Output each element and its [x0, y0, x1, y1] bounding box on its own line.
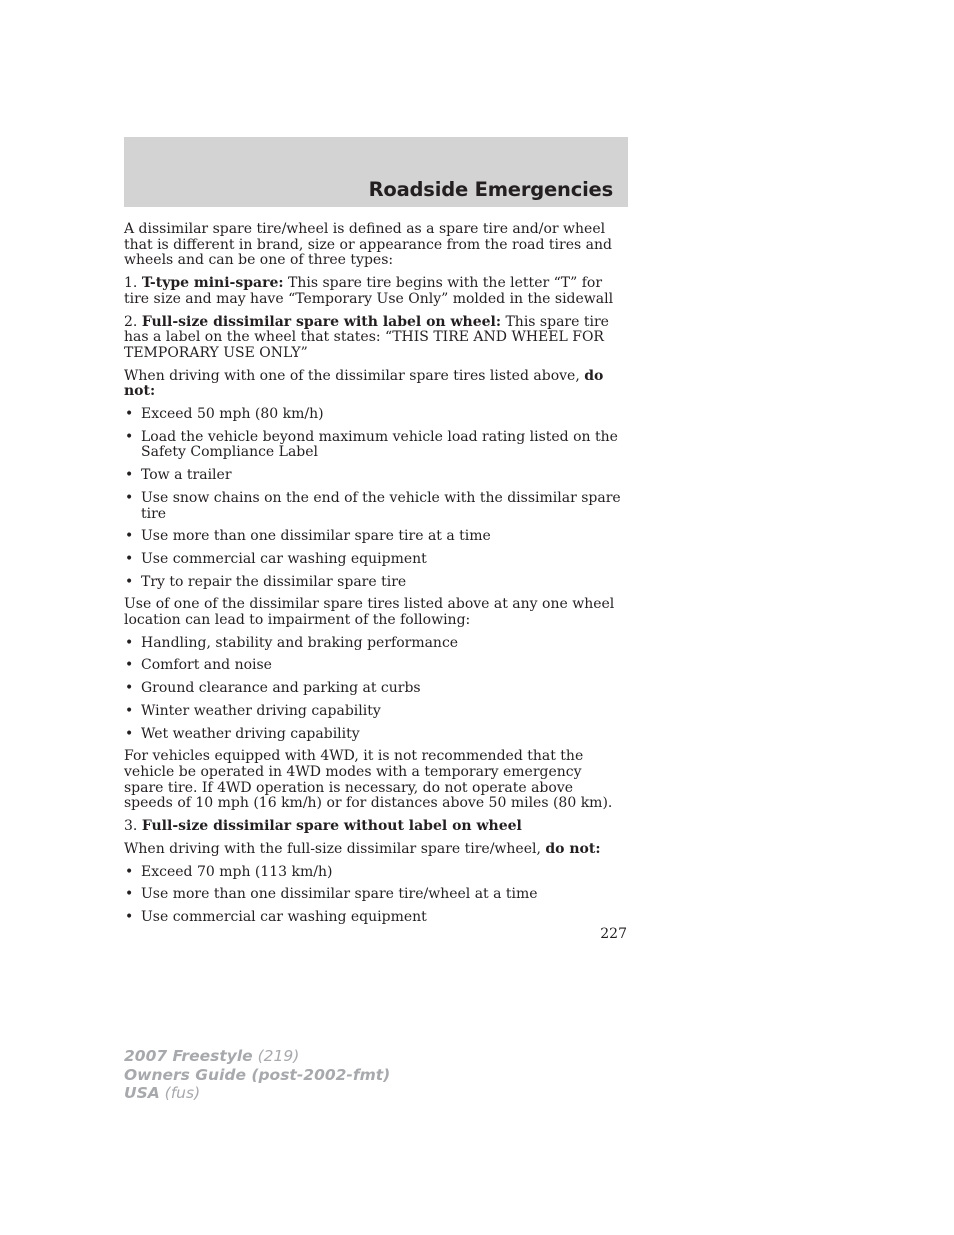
- do-not-intro-1-text: When driving with one of the dissimilar spare tires listed above,: [124, 367, 580, 384]
- type-2-text: This spare tire has a label on the wheel that states: “THIS TIRE AND WHEEL FOR TEMPORARY USE ONLY”: [124, 313, 609, 361]
- footer-guide: Owners Guide (post-2002-fmt): [124, 1065, 391, 1084]
- type-1-paragraph: [124, 276, 624, 307]
- type-1-label: T-type mini-spare:: [141, 275, 284, 292]
- impairment-paragraph: Use of one of the dissimilar spare tires listed above at any one wheel location can lead to impairment of the following:: [124, 596, 615, 629]
- type-1-text: This spare tire begins with the letter “T” for tire size and may have “Temporary Use Only” molded in the sidewall: [124, 275, 614, 307]
- do-not-list-1: [124, 407, 624, 590]
- footer-market: USA: [124, 1084, 160, 1102]
- intro-paragraph: A dissimilar spare tire/wheel is defined as a spare tire and/or wheel that is different in brand, size or appearance from the road tires and wheels and can be one of three types:: [124, 221, 612, 269]
- list-item: • Use more than one dissimilar spare tire/wheel at a time: [124, 887, 624, 903]
- list-item: • Load the vehicle beyond maximum vehicle load rating listed on the Safety Compliance Label: [124, 430, 624, 461]
- footer-line-1: [124, 1047, 390, 1066]
- footer-model: 2007 Freestyle: [124, 1047, 253, 1065]
- document-footer: [124, 1047, 390, 1103]
- list-item: • Comfort and noise: [124, 658, 624, 674]
- list-item: • Handling, stability and braking performance: [124, 636, 624, 652]
- section-header-band: [124, 137, 628, 207]
- footer-market-code: (fus): [159, 1084, 201, 1102]
- list-item: • Use commercial car washing equipment: [124, 910, 624, 926]
- page-number: 227: [600, 926, 627, 942]
- list-item: • Use commercial car washing equipment: [124, 552, 624, 568]
- do-not-intro-2: [124, 842, 624, 858]
- section-title: Roadside Emergencies: [368, 178, 613, 201]
- list-item: • Exceed 50 mph (80 km/h): [124, 407, 624, 423]
- list-item: • Ground clearance and parking at curbs: [124, 681, 624, 697]
- type-2-label: Full-size dissimilar spare with label on wheel:: [141, 313, 502, 330]
- do-not-intro-2-bold: do not:: [545, 840, 601, 857]
- list-item: • Use snow chains on the end of the vehicle with the dissimilar spare tire: [124, 491, 624, 522]
- list-item: • Exceed 70 mph (113 km/h): [124, 865, 624, 881]
- type-2-paragraph: [124, 315, 624, 362]
- type-3-label: Full-size dissimilar spare without label on wheel: [141, 818, 522, 835]
- do-not-list-2: [124, 865, 624, 926]
- list-item: • Try to repair the dissimilar spare tire: [124, 575, 624, 591]
- list-item: • Wet weather driving capability: [124, 727, 624, 743]
- page-content: [124, 222, 624, 933]
- footer-line-3: [124, 1084, 390, 1103]
- type-2-number: 2.: [124, 313, 138, 330]
- list-item: • Winter weather driving capability: [124, 704, 624, 720]
- type-3-paragraph: [124, 819, 624, 835]
- type-1-number: 1.: [124, 275, 138, 292]
- footer-model-code: (219): [252, 1047, 300, 1065]
- do-not-intro-1: [124, 369, 624, 400]
- list-item: • Use more than one dissimilar spare tire at a time: [124, 529, 624, 545]
- 4wd-note-paragraph: For vehicles equipped with 4WD, it is not recommended that the vehicle be operated in 4WD modes with a temporary emergency spare tire. If 4WD operation is necessary, do not operate above speeds of 10 mph (16 km/h) or for distances above 50 miles (80 km).: [124, 748, 613, 812]
- type-3-number: 3.: [124, 818, 138, 835]
- do-not-intro-1-bold: do not:: [124, 367, 604, 400]
- do-not-intro-2-text: When driving with the full-size dissimilar spare tire/wheel,: [124, 840, 541, 857]
- impairment-list: [124, 636, 624, 743]
- list-item: • Tow a trailer: [124, 468, 624, 484]
- footer-line-2: [124, 1066, 390, 1085]
